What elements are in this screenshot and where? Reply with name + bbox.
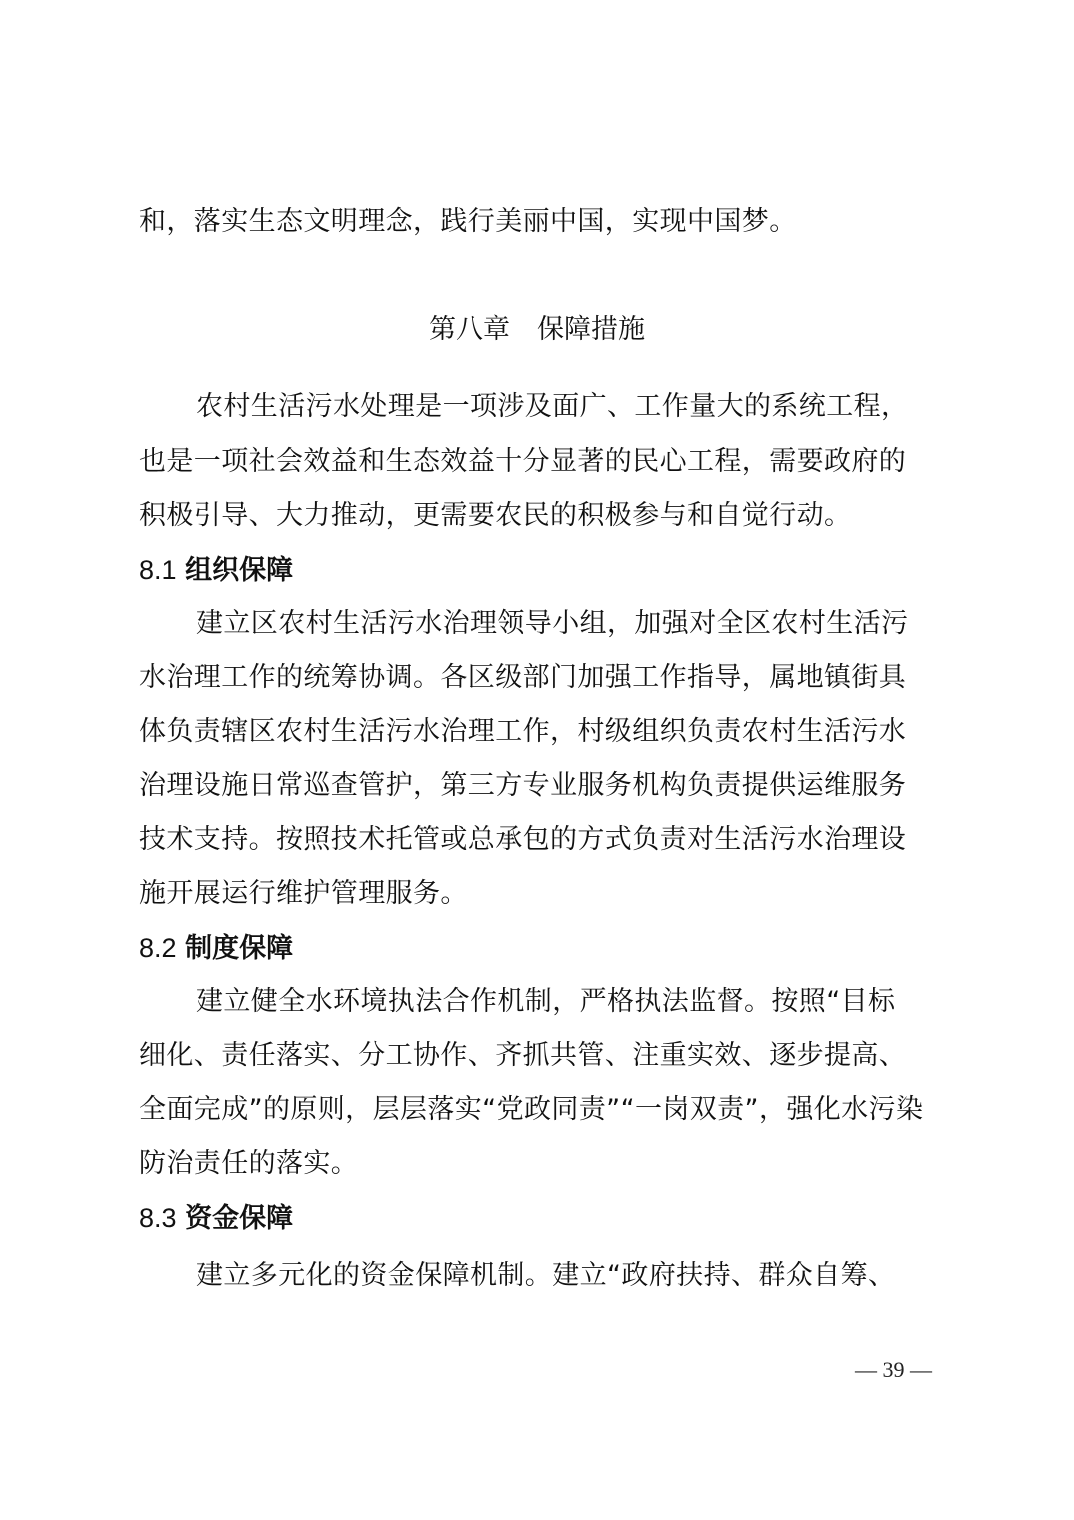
intro-line-2: 也是一项社会效益和生态效益十分显著的民心工程，需要政府的: [139, 446, 907, 477]
section-heading-8-1: [139, 553, 293, 588]
section-8-3-line-1: 建立多元化的资金保障机制。建立“政府扶持、群众自筹、: [196, 1260, 896, 1291]
section-heading-8-2: [139, 931, 293, 966]
section-8-1-line-4: 治理设施日常巡查管护，第三方专业服务机构负责提供运维服务: [139, 770, 907, 801]
chapter-title: 第八章 保障措施: [429, 314, 645, 345]
section-8-1-line-1: 建立区农村生活污水治理领导小组，加强对全区农村生活污: [196, 608, 909, 639]
top-line: 和，落实生态文明理念，践行美丽中国，实现中国梦。: [139, 206, 797, 237]
page-number: — 39 —: [855, 1357, 932, 1382]
section-8-2-line-4: 防治责任的落实。: [139, 1148, 359, 1179]
section-8-2-line-3: 全面完成”的原则，层层落实“党政同责”“一岗双责”，强化水污染: [139, 1094, 924, 1125]
section-8-2-line-2: 细化、责任落实、分工协作、齐抓共管、注重实效、逐步提高、: [139, 1040, 907, 1071]
intro-line-1: 农村生活污水处理是一项涉及面广、工作量大的系统工程，: [196, 391, 909, 422]
intro-line-3: 积极引导、大力推动，更需要农民的积极参与和自觉行动。: [139, 500, 852, 531]
section-8-2-line-1: 建立健全水环境执法合作机制，严格执法监督。按照“目标: [196, 986, 896, 1017]
section-title: 资金保障: [185, 1203, 294, 1234]
section-number: 8.3: [139, 1203, 177, 1233]
section-8-1-line-6: 施开展运行维护管理服务。: [139, 878, 468, 909]
section-8-1-line-5: 技术支持。按照技术托管或总承包的方式负责对生活污水治理设: [139, 824, 907, 855]
section-number: 8.2: [139, 933, 177, 963]
section-title: 组织保障: [185, 555, 294, 586]
section-8-1-line-3: 体负责辖区农村生活污水治理工作，村级组织负责农村生活污水: [139, 716, 907, 747]
section-heading-8-3: [139, 1201, 293, 1236]
section-number: 8.1: [139, 555, 177, 585]
section-8-1-line-2: 水治理工作的统筹协调。各区级部门加强工作指导，属地镇街具: [139, 662, 907, 693]
section-title: 制度保障: [185, 933, 294, 964]
